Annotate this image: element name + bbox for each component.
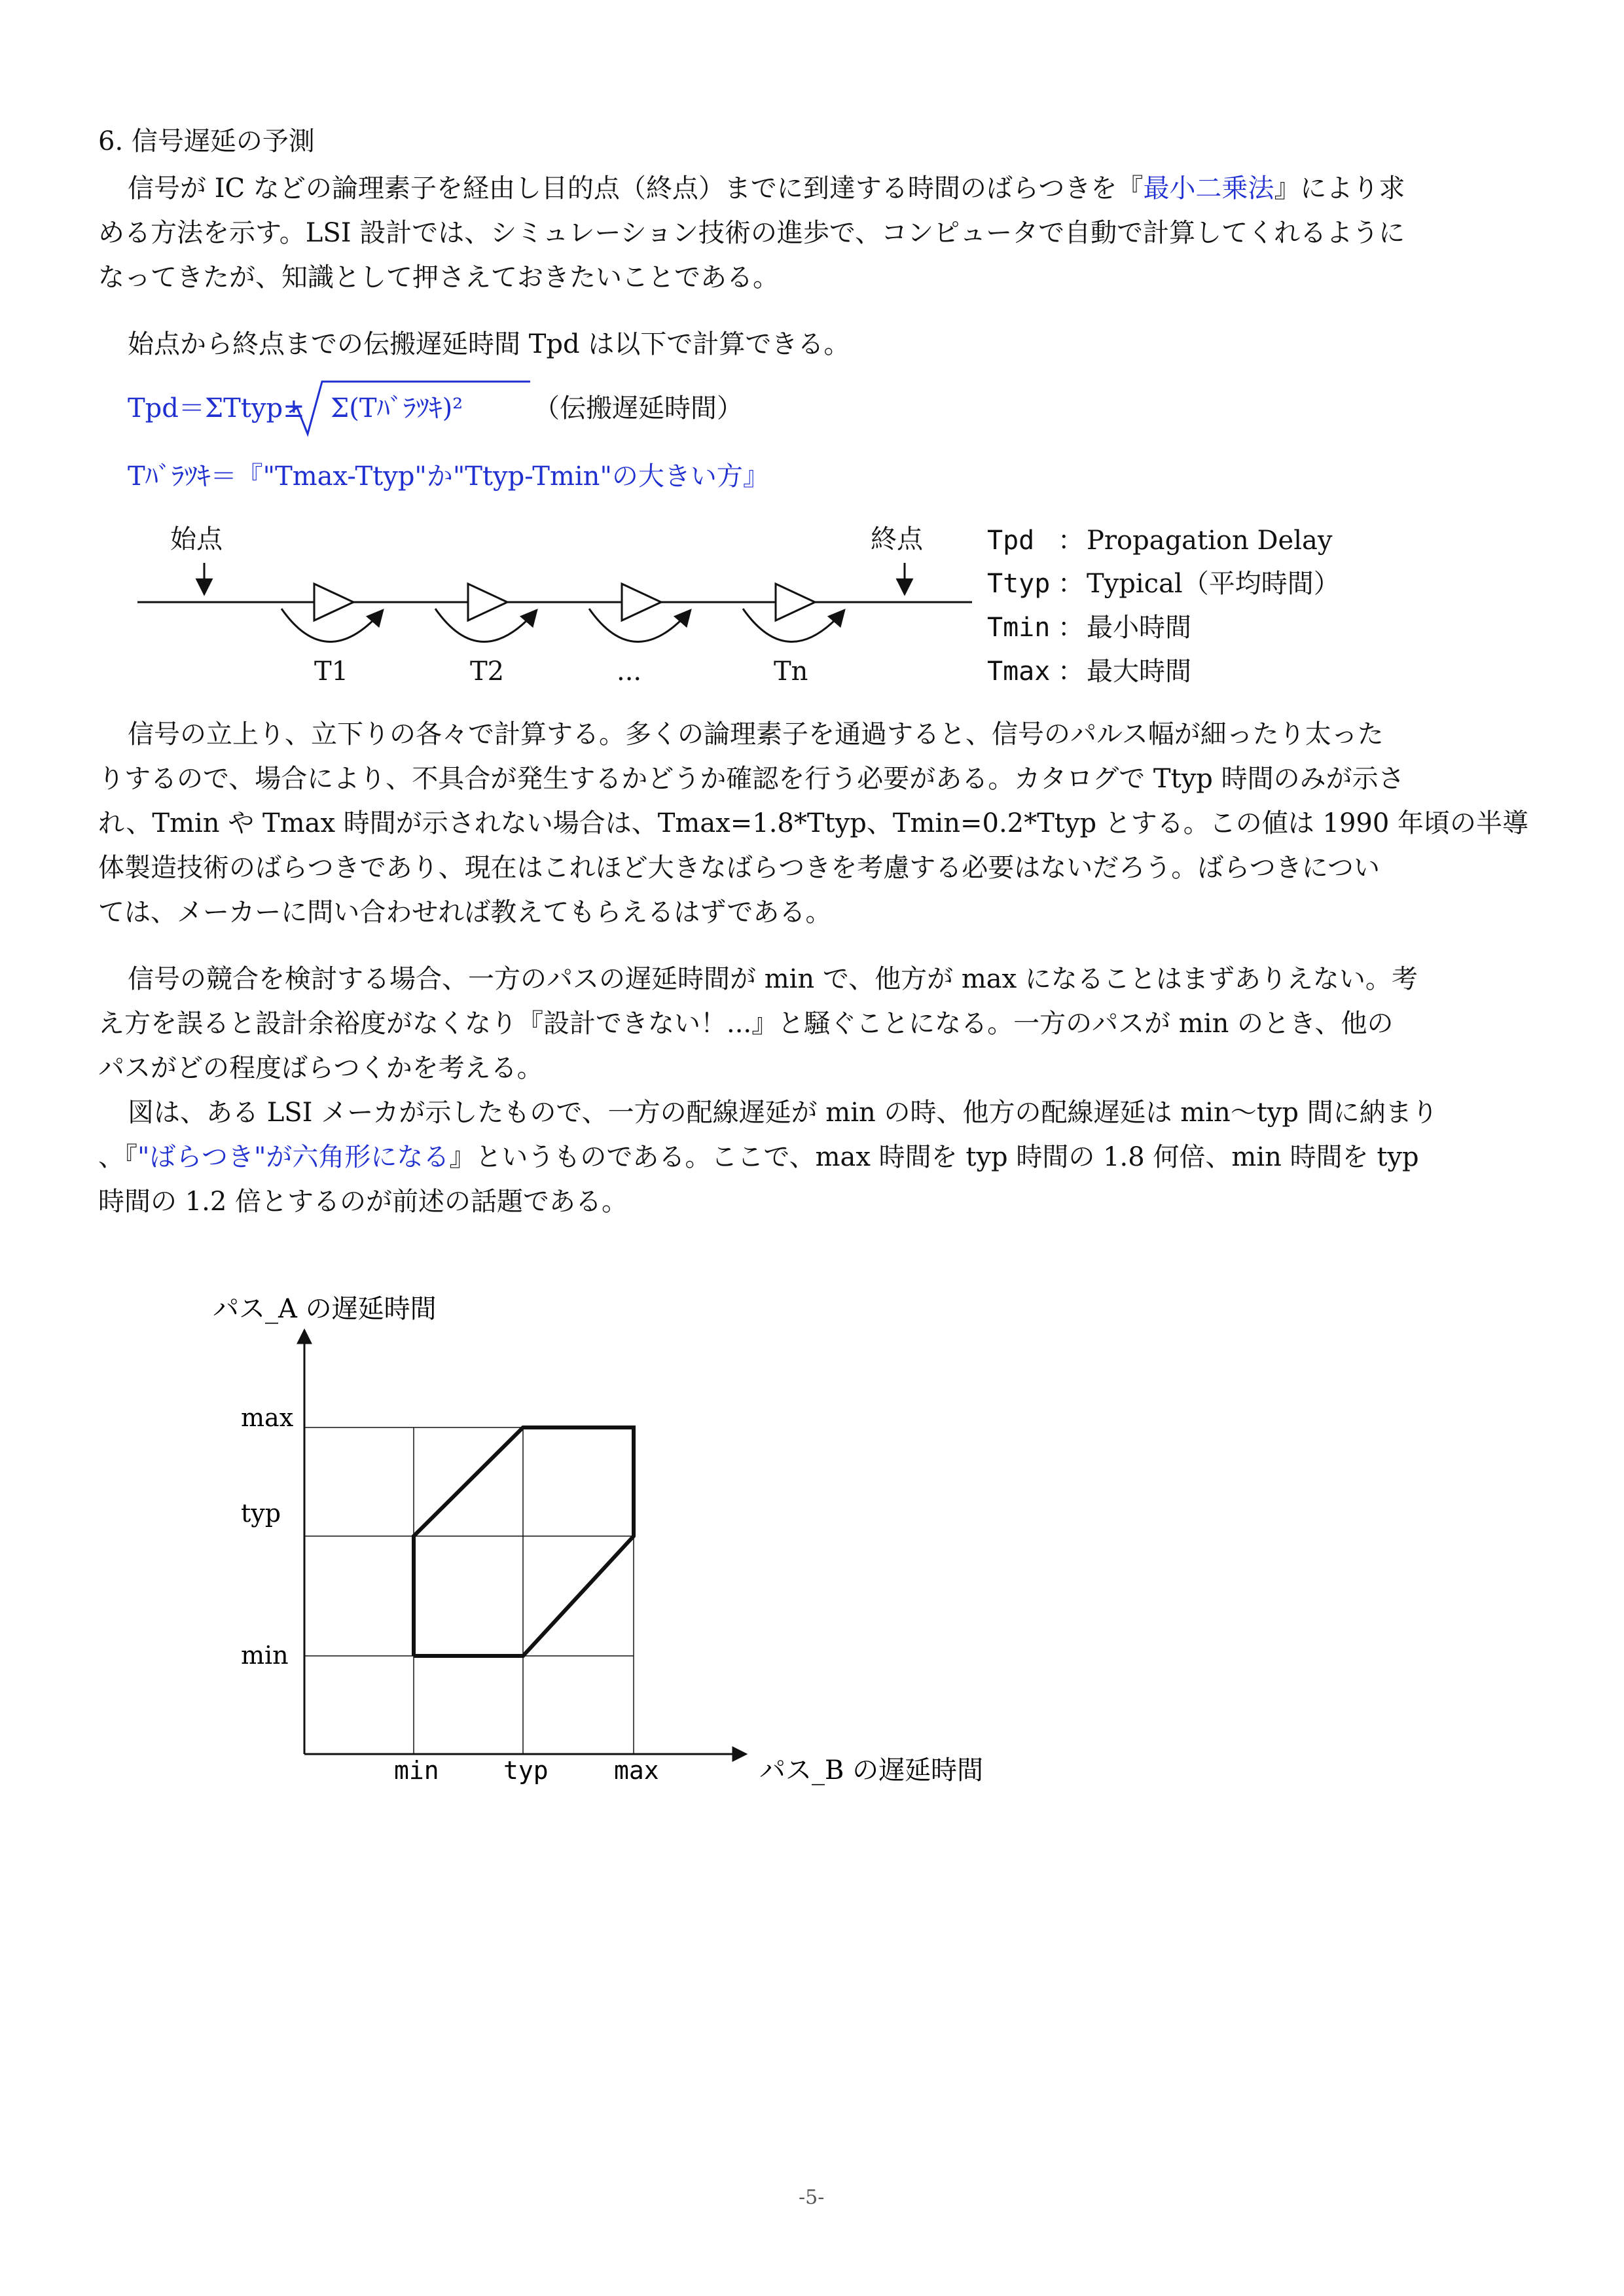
stage-label-1: T1 [314,656,349,687]
page-number: -5- [799,2186,825,2209]
para3-line1: 信号の立上り、立下りの各々で計算する。多くの論理素子を通過すると、信号のパルス幅が細ったり太った [128,719,1384,749]
buffer-gate-3 [622,584,661,620]
legend-row: Tmax ： 最大時間 [987,656,1191,687]
x-tick-label: typ [503,1756,549,1785]
para3-line4: 体製造技術のばらつきであり、現在はこれほど大きなばらつきを考慮する必要はないだろう。ばらつきについ [98,853,1380,883]
para3-line2: りするので、場合により、不具合が発生するかどうか確認を行う必要がある。カタログで Ttyp 時間のみが示さ [98,764,1405,794]
para3-line3: れ、Tmin や Tmax 時間が示されない場合は、Tmax=1.8*Ttyp、Tmin=0.2*Ttyp とする。この値は 1990 年頃の半導 [98,808,1529,838]
para1-line1: 信号が IC などの論理素子を経由し目的点（終点）までに到達する時間のばらつきを『最小二乗法』により求 [128,173,1405,204]
delay-arc-1 [281,609,383,642]
y-axis-label: パス_A の遅延時間 [213,1294,437,1324]
delay-arc-4 [743,609,844,642]
para2-line1: 始点から終点までの伝搬遅延時間 Tpd は以下で計算できる。 [128,329,850,359]
formula-note: （伝搬遅延時間） [533,393,743,423]
signal-path-diagram [131,511,982,694]
section-title: 6. 信号遅延の予測 [98,126,315,156]
formula-lhs: Tpd＝ΣTtyp± [128,393,305,423]
delay-arc-3 [589,609,691,642]
para4-line1: 信号の競合を検討する場合、一方のパスの遅延時間が min で、他方が max になることはまずありえない。考 [128,964,1418,994]
stage-label-2: T2 [470,656,505,687]
legend-row: Tpd ： Propagation Delay [987,526,1333,556]
x-tick-label: min [394,1756,439,1785]
buffer-gate-2 [468,584,507,620]
y-tick-label: typ [241,1499,281,1528]
para5-line3: 時間の 1.2 倍とするのが前述の話題である。 [98,1187,628,1217]
delay-arcs [281,609,844,642]
formula-radicand: Σ(Tﾊﾞﾗﾂｷ)² [331,393,463,423]
start-label: 始点 [170,524,223,554]
para1-line2: める方法を示す。LSI 設計では、シミュレーション技術の進歩で、コンピュータで自動で計算してくれるように [98,218,1405,248]
para1-line3: なってきたが、知識として押さえておきたいことである。 [98,262,779,293]
legend-row: Ttyp ： Typical（平均時間） [987,569,1340,599]
para5-line1: 図は、ある LSI メーカが示したもので、一方の配線遅延が min の時、他方の配線遅延は min～typ 間に納まり [128,1098,1438,1128]
para3-line5: ては、メーカーに問い合わせれば教えてもらえるはずである。 [98,897,832,927]
stage-label-3: ... [617,656,642,687]
formula-variation: Tﾊﾞﾗﾂｷ＝『"Tmax-Ttyp"か"Ttyp-Tmin"の大きい方』 [128,461,769,492]
buffer-gate-1 [314,584,353,620]
y-tick-label: min [241,1641,289,1670]
y-tick-label: max [241,1403,294,1432]
para4-line2: え方を誤ると設計余裕度がなくなり『設計できない！...』と騒ぐことになる。一方のパスが min のとき、他の [98,1009,1394,1039]
para4-line3: パスがどの程度ばらつくかを考える。 [98,1053,543,1083]
variation-hexagon [414,1427,634,1656]
chart-series [414,1427,634,1656]
x-tick-label: max [614,1756,659,1785]
variation-chart [0,1244,1113,1820]
end-label: 終点 [871,524,923,554]
para5-line2: 、『"ばらつき"が六角形になる』というものである。ここで、max 時間を typ 時間の 1.8 何倍、min 時間を typ [98,1142,1419,1172]
x-axis-label: パス_B の遅延時間 [759,1755,984,1785]
buffer-gate-4 [776,584,815,620]
legend-row: Tmin ： 最小時間 [987,613,1191,643]
delay-arc-2 [435,609,537,642]
stage-label-4: Tn [774,656,808,687]
hexagon-link[interactable]: "ばらつき"が六角形になる [137,1142,450,1172]
least-squares-link[interactable]: 最小二乗法 [1143,173,1274,204]
